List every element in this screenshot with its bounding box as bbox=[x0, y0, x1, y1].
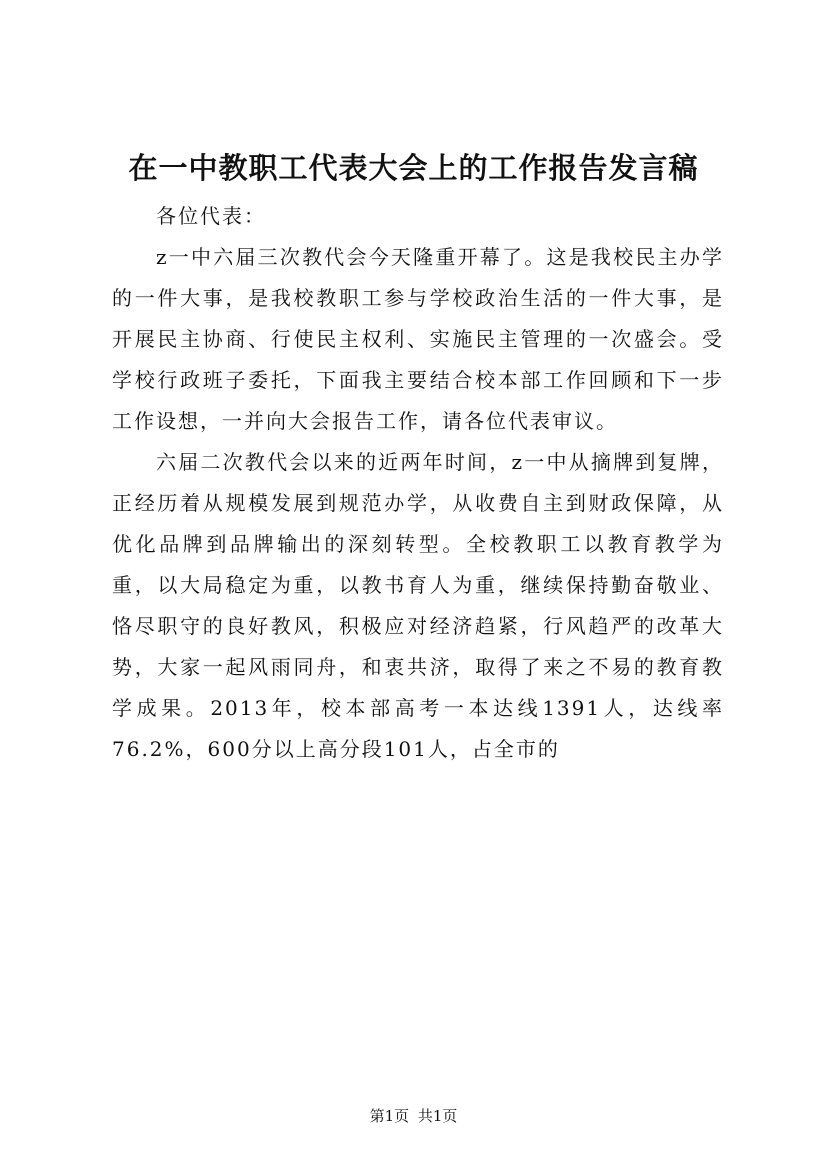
page-number: 第1页 bbox=[369, 1107, 410, 1125]
page-footer bbox=[0, 1106, 827, 1126]
page-total: 共1页 bbox=[417, 1107, 458, 1125]
document-body bbox=[112, 196, 724, 770]
body-paragraph: 六届二次教代会以来的近两年时间，z一中从摘牌到复牌，正经历着从规模发展到规范办学，从收费自主到财政保障，从优化品牌到品牌输出的深刻转型。全校教职工以教育教学为重，以大局稳定为重，以教书育人为重，继续保持勤奋敬业、恪尽职守的良好教风，积极应对经济趋紧，行风趋严的改革大势，大家一起风雨同舟，和衷共济，取得了来之不易的教育教学成果。2013年，校本部高考一本达线1391人，达线率76.2%，600分以上高分段101人，占全市的 bbox=[112, 450, 724, 761]
body-paragraph: z一中六届三次教代会今天隆重开幕了。这是我校民主办学的一件大事，是我校教职工参与学校政治生活的一件大事，是开展民主协商、行使民主权利、实施民主管理的一次盛会。受学校行政班子委托，下面我主要结合校本部工作回顾和下一步工作设想，一并向大会报告工作，请各位代表审议。 bbox=[112, 245, 724, 433]
salutation-paragraph: 各位代表： bbox=[156, 204, 266, 228]
document-title: 在一中教职工代表大会上的工作报告发言稿 bbox=[128, 151, 699, 185]
